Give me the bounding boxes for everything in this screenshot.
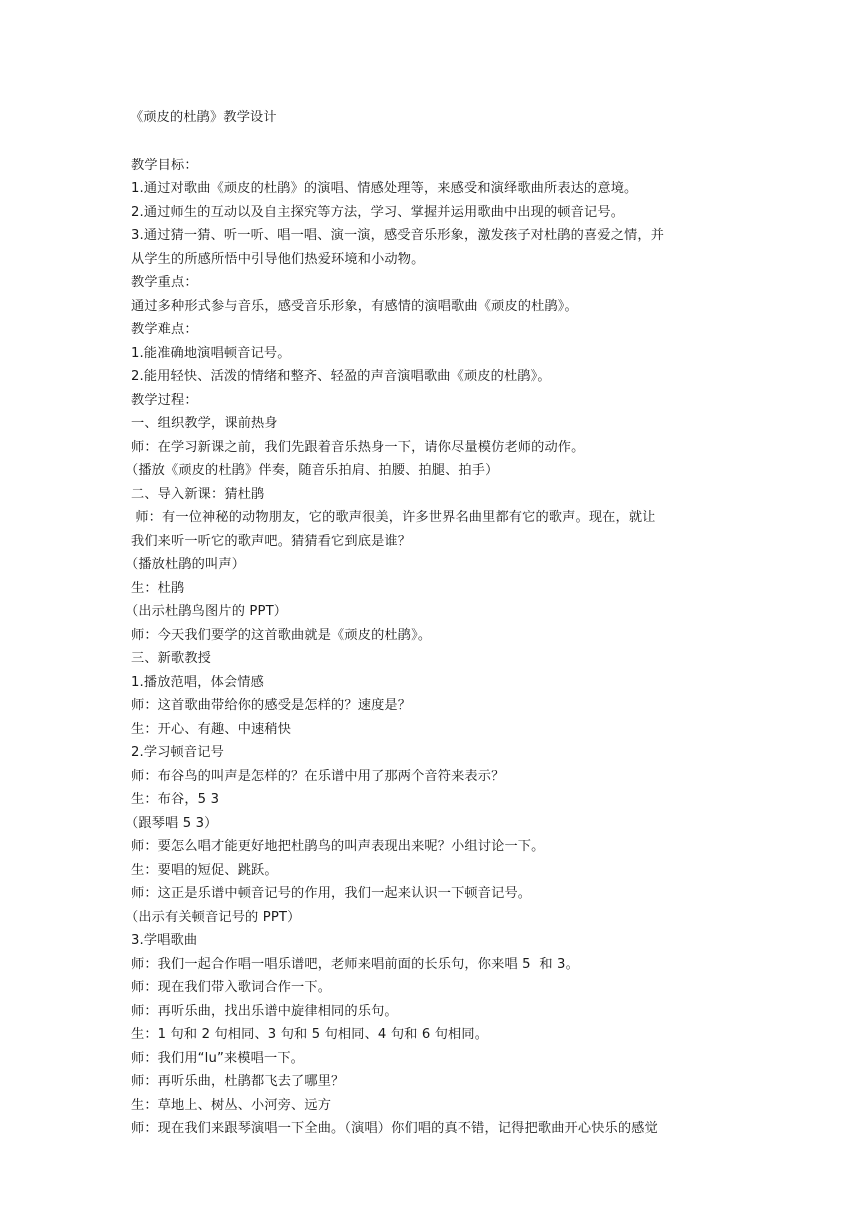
sub-step-heading: 3.学唱歌曲 [131,933,198,948]
objective-line: 从学生的所感所悟中引导他们热爱环境和小动物。 [131,251,425,267]
stage-direction-line: （出示杜鹃鸟图片的 PPT） [125,604,288,619]
dialogue-line: 生：开心、有趣、中速稍快 [131,721,292,737]
difficulty-line: 2.能用轻快、活泼的情绪和整齐、轻盈的声音演唱歌曲《顽皮的杜鹃》。 [131,369,551,384]
objective-line: 2.通过师生的互动以及自主探究等方法，学习、掌握并运用歌曲中出现的顿音记号。 [131,204,625,220]
dialogue-line: 师：再听乐曲，找出乐谱中旋律相同的乐句。 [131,1003,398,1019]
dialogue-line: 生：布谷，5 3 [131,792,220,807]
document-title: 《顽皮的杜鹃》教学设计 [130,110,277,125]
blank-line [131,130,736,154]
stage-direction-line: （跟琴唱 5 3） [125,815,218,831]
dialogue-line: 师：今天我们要学的这首歌曲就是《顽皮的杜鹃》。 [131,627,432,643]
objective-line: 3.通过猜一猜、听一听、唱一唱、演一演，感受音乐形象，激发孩子对杜鹃的喜爱之情，并 [131,228,665,243]
section-heading-difficulties: 教学难点： [131,322,198,337]
dialogue-line: 师：我们用“lu”来模唱一下。 [131,1050,304,1066]
dialogue-line: 师：现在我们带入歌词合作一下。 [131,980,332,995]
dialogue-line: 我们来听一听它的歌声吧。猜猜看它到底是谁？ [131,533,412,549]
difficulty-line: 1.能准确地演唱顿音记号。 [131,345,291,361]
stage-direction-line: （播放《顽皮的杜鹃》伴奏，随音乐拍肩、拍腰、拍腿、拍手） [125,463,499,478]
process-step-heading: 二、导入新课：猜杜鹃 [131,486,265,502]
objective-line: 1.通过对歌曲《顽皮的杜鹃》的演唱、情感处理等，来感受和演绎歌曲所表达的意境。 [131,181,638,196]
sub-step-heading: 2.学习顿音记号 [131,745,224,760]
dialogue-line: 生：草地上、树丛、小河旁、远方 [131,1097,332,1113]
dialogue-line: 师：这首歌曲带给你的感受是怎样的？速度是？ [131,698,412,713]
dialogue-line: 师：布谷鸟的叫声是怎样的？在乐谱中用了那两个音符来表示？ [131,768,505,784]
dialogue-line: 师：现在我们来跟琴演唱一下全曲。（演唱）你们唱的真不错，记得把歌曲开心快乐的感觉 [131,1121,658,1136]
dialogue-line: 师：这正是乐谱中顿音记号的作用，我们一起来认识一下顿音记号。 [131,886,532,901]
process-step-heading: 三、新歌教授 [131,651,212,666]
dialogue-line: 生：杜鹃 [131,580,185,596]
dialogue-line: 师：要怎么唱才能更好地把杜鹃鸟的叫声表现出来呢？小组讨论一下。 [131,839,545,854]
dialogue-line: 生：1 句和 2 句相同、3 句和 5 句相同、4 句和 6 句相同。 [131,1027,489,1042]
dialogue-line: 生：要唱的短促、跳跃。 [131,862,278,878]
process-step-heading: 一、组织教学，课前热身 [131,416,278,431]
key-point-line: 通过多种形式参与音乐，感受音乐形象，有感情的演唱歌曲《顽皮的杜鹃》。 [131,298,578,314]
section-heading-objectives: 教学目标： [131,157,198,173]
section-heading-key-points: 教学重点： [131,275,198,290]
document-body [125,106,736,1141]
dialogue-line: 师：在学习新课之前，我们先跟着音乐热身一下，请你尽量模仿老师的动作。 [131,439,585,455]
stage-direction-line: （出示有关顿音记号的 PPT） [125,909,301,925]
section-heading-process: 教学过程： [131,392,198,408]
dialogue-line: 师：再听乐曲，杜鹃都飞去了哪里？ [131,1074,345,1089]
sub-step-heading: 1.播放范唱，体会情感 [131,674,264,690]
dialogue-line: 师：我们一起合作唱一唱乐谱吧，老师来唱前面的长乐句，你来唱 5 和 3。 [131,956,579,972]
dialogue-line: 师：有一位神秘的动物朋友，它的歌声很美，许多世界名曲里都有它的歌声。现在，就让 [131,510,656,525]
stage-direction-line: （播放杜鹃的叫声） [125,557,246,572]
